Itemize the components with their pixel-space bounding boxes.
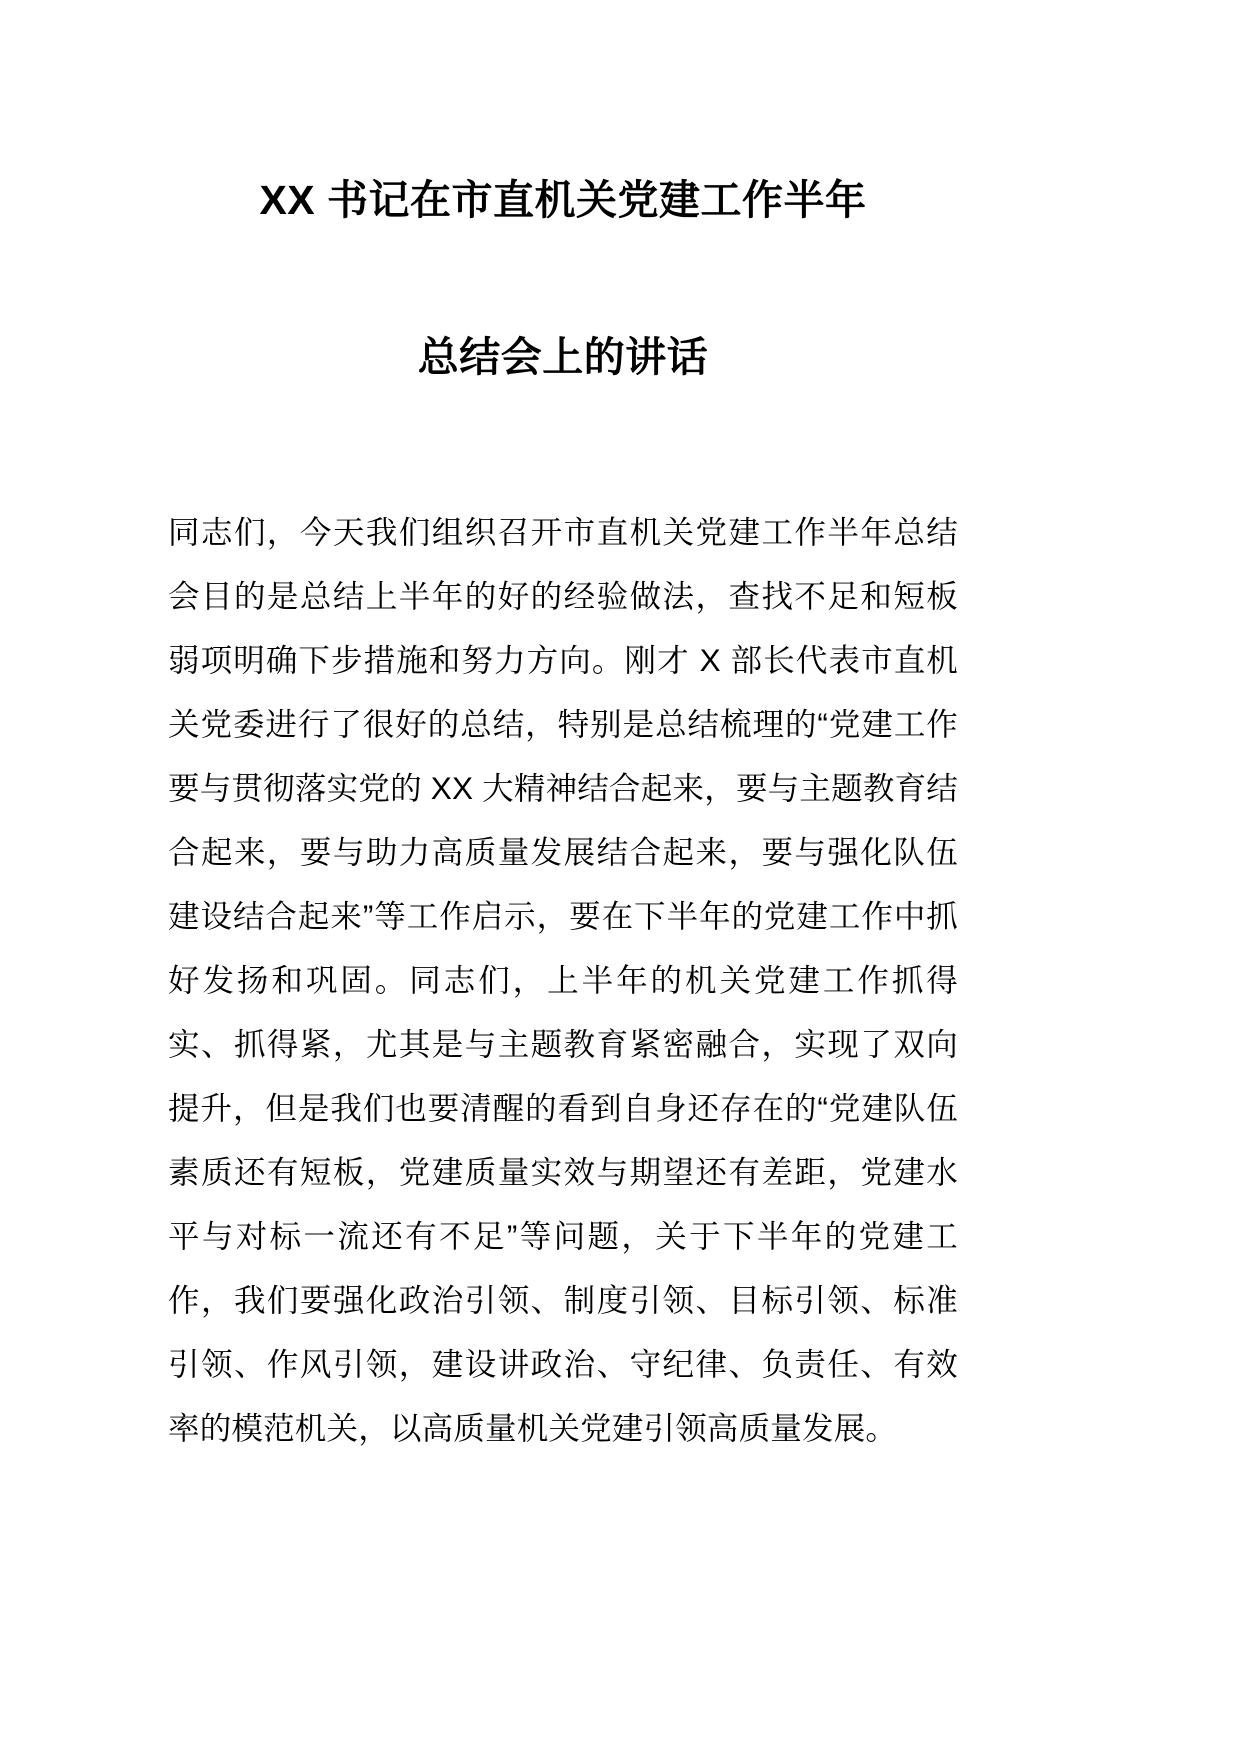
body-paragraph: 同志们，今天我们组织召开市直机关党建工作半年总结会目的是总结上半年的好的经验做法，查找不足和短板弱项明确下步措施和努力方向。刚才 X 部长代表市直机关党委进行了很好的总结，特别是总结梳理的“党建工作要与贯彻落实党的 XX 大精神结合起来，要与主题教育结合起来，要与助力高质量发展结合起来，要与强化队伍建设结合起来”等工作启示，要在下半年的党建工作中抓好发扬和巩固。同志们，上半年的机关党建工作抓得实、抓得紧，尤其是与主题教育紧密融合，实现了双向提升，但是我们也要清醒的看到自身还存在的“党建队伍素质还有短板，党建质量实效与期望还有差距，党建水平与对标一流还有不足”等问题，关于下半年的党建工作，我们要强化政治引领、制度引领、目标引领、标准引领、作风引领，建设讲政治、守纪律、负责任、有效率的模范机关，以高质量机关党建引领高质量发展。 <box>168 514 958 1447</box>
document-content <box>168 0 958 1460</box>
document-title-line-1: XX 书记在市直机关党建工作半年 <box>259 177 867 223</box>
document-title-line-2: 总结会上的讲话 <box>417 334 709 381</box>
